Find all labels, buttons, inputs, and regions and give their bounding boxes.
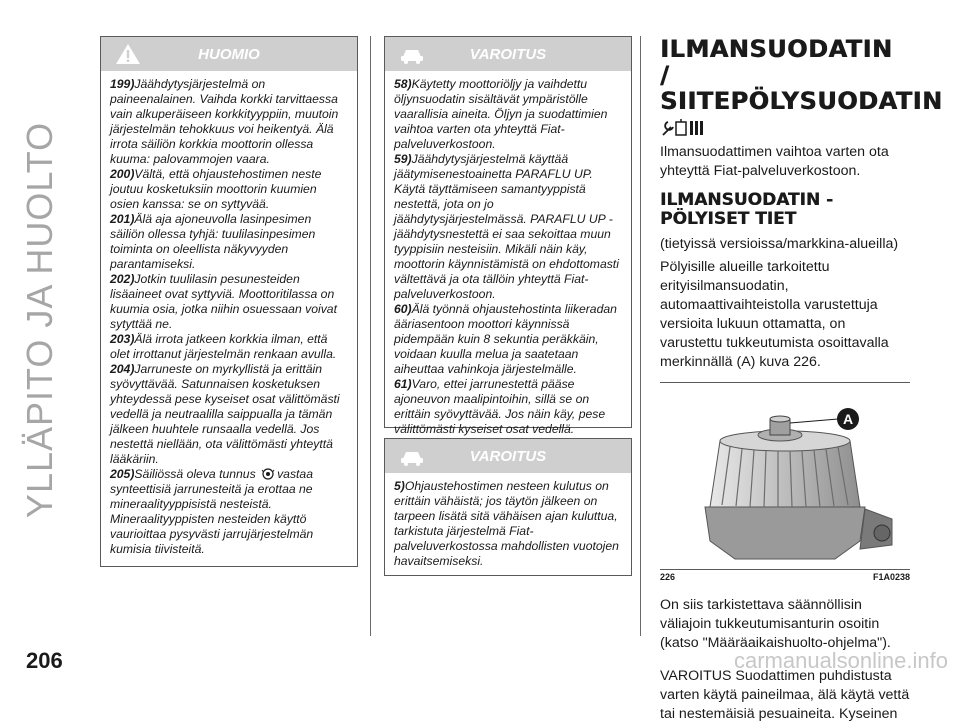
version-note: (tietyissä versioissa/markkina-alueilla) <box>660 236 899 252</box>
figure-226 <box>660 389 910 569</box>
varoitus-box-2 <box>384 438 632 576</box>
page-number: 206 <box>26 648 63 673</box>
note-text: Jarruneste on myrkyllistä ja erittäin syövyttävää. Satunnaisen kosketuksen yhteydessä pese kyseiset osat välittömästi vedellä ja neutraalilla saippualla ja tämän jälkeen huuhtele runsaalla vedellä. Jos nestettä niellään, ota välittömästi yhteyttä lääkäriin. <box>110 362 340 466</box>
note-item <box>110 467 348 557</box>
note-text: Vältä, että ohjaustehostimen neste joutuu kosketuksiin moottorin kuumien osien kanssa: se on syttyvää. <box>110 167 322 211</box>
note-number: 205) <box>110 467 135 481</box>
note-item <box>394 479 622 569</box>
air-filter-section <box>660 35 943 724</box>
box-header-title: HUOMIO <box>198 45 260 63</box>
box-body <box>385 71 631 443</box>
note-item <box>110 272 348 332</box>
service-wrench-icon <box>660 118 708 138</box>
note-number: 203) <box>110 332 135 346</box>
note-text: Jäähdytysjärjestelmä käyttää jäätymisenestoainetta PARAFLU UP. Käytä täyttämiseen samantyyppistä nestettä, jota on jo jäähdytysjärjestelmässä. PARAFLU UP -jäähdytysnestettä ei saa sekoittaa muun tyyppisiin nesteisiin. Mikäli näin käy, moottorin käynnistämistä on ehdottomasti vältettävä ja ota tällöin yhteyttä Fiat-palveluverkostoon. <box>394 152 619 301</box>
note-text: Jotkin tuulilasin pesunesteiden lisäaineet ovat syttyviä. Moottoritilassa on kuumia osia, jotka niihin osuessaan voivat sytyttää ne. <box>110 272 337 331</box>
body-paragraph: Pölyisille alueille tarkoitettu erityisilmansuodatin, automaattivaihteistolla varustettuja versioita lukuun ottamatta, on varustettu tukkeutumista osoittavalla merkinnällä (A) kuva 226. <box>660 259 889 370</box>
note-item <box>394 377 622 437</box>
figure-bottom-line <box>660 569 910 570</box>
note-number: 202) <box>110 272 135 286</box>
figure-label-a: A <box>842 411 854 427</box>
note-number: 59) <box>394 152 412 166</box>
watermark: carmanualsonline.info <box>733 648 948 673</box>
figure-number: 226 <box>660 572 676 582</box>
side-section-title <box>10 30 70 610</box>
body-paragraph: On siis tarkistettava säännöllisin väliajoin tukkeutumisanturin osoitin (katso "Määräaikaishuolto-ohjelma"). <box>660 597 891 651</box>
note-item <box>394 152 622 302</box>
note-text: Älä irrota jatkeen korkkia ilman, että olet irrottanut järjestelmän renkaan avulla. <box>110 332 337 361</box>
box-header-title: VAROITUS <box>469 447 547 465</box>
note-item <box>110 77 348 167</box>
note-item <box>110 332 348 362</box>
box-header <box>385 37 631 71</box>
note-number: 60) <box>394 302 412 316</box>
note-item <box>110 362 348 467</box>
note-text: vastaa synteettisiä jarrunesteitä ja erottaa ne mineraalityyppisistä nesteistä. Mineraalityyppisten nesteiden käyttö vaurioittaa pysyvästi jarrujärjestelmän kumisia tiivisteitä. <box>110 467 314 556</box>
note-item <box>110 212 348 272</box>
column-divider-1 <box>370 36 371 636</box>
note-text: Jäähdytysjärjestelmä on paineenalainen. Vaihda korkki tarvittaessa vain alkuperäiseen korkkityyppiin, muutoin järjestelmän tehokkuus voi heikentyä. Älä irrota säiliön korkkia moottorin ollessa kuuma: palovammojen vaara. <box>110 77 339 166</box>
note-text: Älä aja ajoneuvolla lasinpesimen säiliön ollessa tyhjä: tuulilasinpesimen toiminta on oleellista näkyvyyden parantamiseksi. <box>110 212 316 271</box>
figure-separator <box>660 382 910 383</box>
box-header <box>385 439 631 473</box>
side-title-text: YLLÄPITO JA HUOLTO <box>19 121 61 519</box>
note-item <box>394 302 622 377</box>
note-text: Älä työnnä ohjaustehostinta liikeradan ääriasentoon moottori käynnissä pidempään kuin 8 sekuntia peräkkäin, voidaan kuulla melua ja saatetaan aiheuttaa vahinkoja järjestelmälle. <box>394 302 617 376</box>
note-number: 199) <box>110 77 135 91</box>
huomio-box <box>100 36 358 567</box>
warning-triangle-icon <box>115 43 141 65</box>
car-warning-icon <box>399 445 425 467</box>
box-body <box>101 71 357 563</box>
air-filter-illustration <box>660 389 910 569</box>
note-number: 58) <box>394 77 412 91</box>
body-paragraph: VAROITUS Suodattimen puhdistusta varten käytä paineilmaa, älä käytä vettä tai nestemäisiä pesuaineita. Kyseinen <box>660 668 910 722</box>
note-item <box>394 77 622 152</box>
note-number: 200) <box>110 167 135 181</box>
note-number: 201) <box>110 212 135 226</box>
note-number: 204) <box>110 362 135 376</box>
note-text: Käytetty moottoriöljy ja vaihdettu öljynsuodatin sisältävät ympäristölle vaarallisia aineita. Öljyn ja suodattimien vaihtoa varten ota yhteyttä Fiat-palveluverkostoon. <box>394 77 608 151</box>
note-text: Ohjaustehostimen nesteen kulutus on erittäin vähäistä; jos täytön jälkeen on tarpeen lisätä sitä vähäisen ajan kuluttua, tarkistuta järjestelmä Fiat-palveluverkostossa mahdollisten vuotojen havaitsemiseksi. <box>394 479 619 568</box>
note-number: 61) <box>394 377 412 391</box>
box-body <box>385 473 631 575</box>
car-warning-icon <box>399 43 425 65</box>
box-header <box>101 37 357 71</box>
note-text: Varo, ettei jarrunestettä pääse ajoneuvon maalipintoihin, sillä se on erittäin syövyttävää. Jos näin käy, pese välittömästi kyseiset osat vedellä. <box>394 377 606 436</box>
box-header-title: VAROITUS <box>469 45 547 63</box>
brake-fluid-symbol-icon <box>261 468 275 480</box>
note-number: 5) <box>394 479 405 493</box>
intro-text: Ilmansuodattimen vaihtoa varten ota yhteyttä Fiat-palveluverkostoon. <box>660 144 889 179</box>
subsection-heading: ILMANSUODATIN - PÖLYISET TIET <box>660 190 834 229</box>
figure-code: F1A0238 <box>872 572 910 582</box>
note-text: Säiliössä oleva tunnus <box>134 467 256 481</box>
varoitus-box-1 <box>384 36 632 436</box>
figure-caption <box>660 572 910 582</box>
section-heading: ILMANSUODATIN / SIITEPÖLYSUODATIN <box>660 35 943 115</box>
note-item <box>110 167 348 212</box>
column-divider-2 <box>640 36 641 636</box>
